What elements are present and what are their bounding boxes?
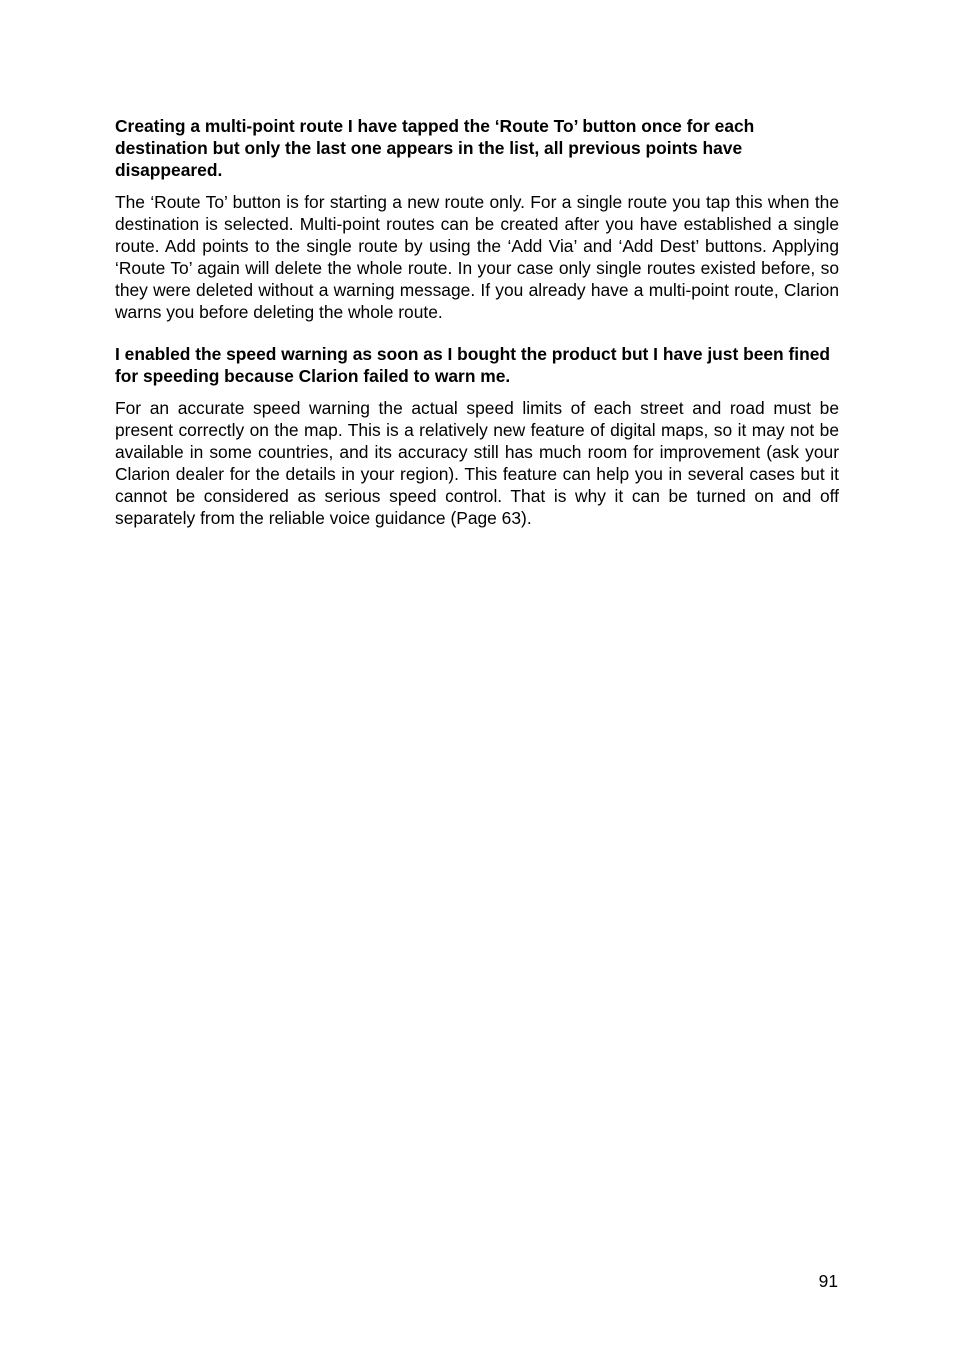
- page-number: 91: [818, 1271, 838, 1291]
- faq-question-multipoint-route: Creating a multi-point route I have tapped the ‘Route To’ button once for each destination but only the last one appears in the list, all previous points have disappeared.: [115, 116, 755, 180]
- faq-answer-multipoint-route: The ‘Route To’ button is for starting a new route only. For a single route you tap this when the destination is selected. Multi-point routes can be created after you have established a single route. Add points to the single route by using the ‘Add Via’ and ‘Add Dest’ buttons. Applying ‘Route To’ again will delete the whole route. In your case only single routes existed before, so they were deleted without a warning message. If you already have a multi-point route, Clarion warns you before deleting the whole route.: [115, 192, 839, 322]
- document-body: [115, 115, 839, 549]
- faq-answer-speed-warning: For an accurate speed warning the actual speed limits of each street and road must be present correctly on the map. This is a relatively new feature of digital maps, so it may not be available in some countries, and its accuracy still has much room for improvement (ask your Clarion dealer for the details in your region). This feature can help you in several cases but it cannot be considered as serious speed control. That is why it can be turned on and off separately from the reliable voice guidance (Page 63).: [115, 398, 839, 528]
- faq-question-speed-warning: I enabled the speed warning as soon as I bought the product but I have just been fined for speeding because Clarion failed to warn me.: [115, 344, 831, 386]
